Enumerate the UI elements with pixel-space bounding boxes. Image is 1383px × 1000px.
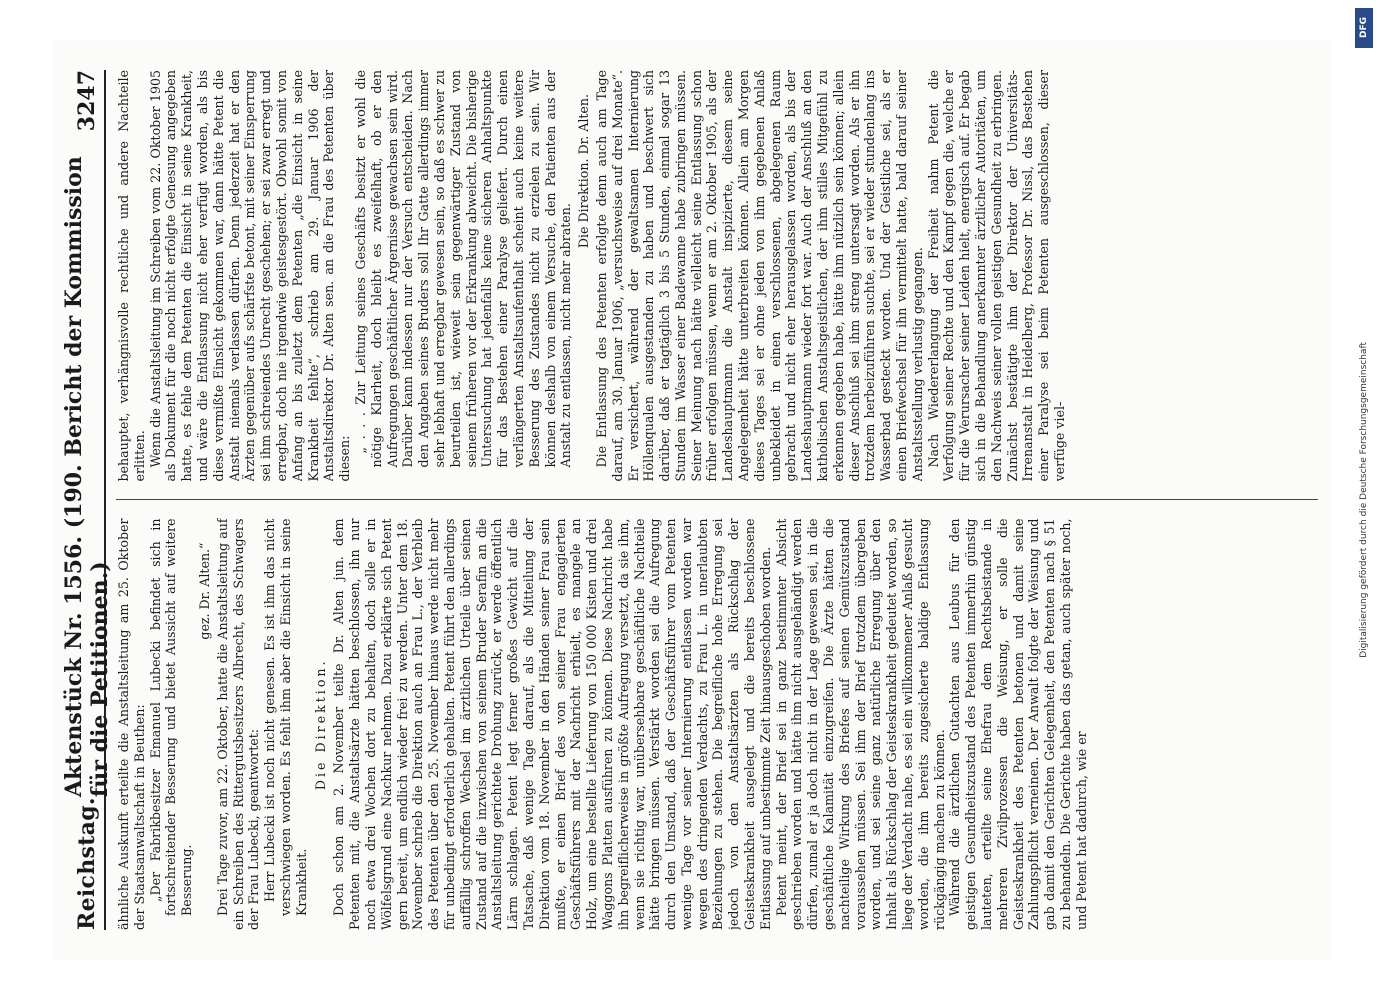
paragraph: Wenn die Anstaltsleitung im Schreiben vom 22. Oktober 1905 als Dokument für die noch nicht erfolgte Genesung angegeben hatte, es fehle dem Petenten die Einsicht in seine Krankheit, und wäre die Entlassung nicht eher verfügt worden, als bis diese vermißte Einsicht gekommen war, dann hätte Petent die Anstalt niemals verlassen dürfen. Denn jederzeit hat er den Ärzten gegenüber aufs schärfste betont, mit seiner Einsperrung sei ihm schreiendes Unrecht geschehen; er sei zwar erregt und erregbar, doch nie irgendwie geistesgestört. Obwohl somit von Anfang an bis zuletzt dem Petenten „die Einsicht in seine Krankheit fehlte“, schrieb am 29. Januar 1906 der Anstaltsdirektor Dr. Alten sen. an die Frau des Petenten über diesen:: [147, 70, 352, 482]
column-divider: [116, 500, 1318, 501]
text-columns: [116, 70, 1318, 930]
paragraph: Doch schon am 2. November teilte Dr. Alten jun. dem Petenten mit, die Anstaltsärzte hätten beschlossen, ihn nur noch etwa drei Wochen dort zu behalten, doch solle er in Wölfelsgrund eine Nachkur nehmen. Dazu erklärte sich Petent gern bereit, um endlich wieder frei zu werden. Unter dem 18. November schrieb die Direktion auch an Frau L., der Verbleib des Petenten über den 25. November hinaus werde nicht mehr für unbedingt erforderlich gehalten. Petent führt den allerdings auffällig schroffen Wechsel im ärztlichen Urteile über seinen Zustand auf die inzwischen von seinem Bruder Serafin an die Anstaltsleitung gerichtete Drohung zurück, er werde öffentlich Lärm schlagen. Petent legt ferner großes Gewicht auf die Tatsache, daß wenige Tage darauf, als die Mitteilung der Direktion vom 18. November in den Händen seiner Frau sein mußte, er einen Brief des von seiner Frau engagierten Geschäftsführers mit der Nachricht erhielt, es mangele an Holz, um eine bestellte Lieferung von 150 000 Kisten und drei Waggons Platten ausführen zu können. Diese Nachricht habe ihn begreiflicherweise in größte Aufregung versetzt, da sie ihm, wenn sie richtig war, unübersehbare geschäftliche Nachteile hätte bringen müssen. Verstärkt worden sei die Aufregung durch den Umstand, daß der Geschäftsführer vom Petenten wenige Tage vor seiner Internierung entlassen worden war wegen des dringenden Verdachts, zu Frau L. in unerlaubten Beziehungen zu stehen. Die begreifliche hohe Erregung sei jedoch von den Anstaltsärzten als Rückschlag der Geisteskrankheit ausgelegt und die bereits beschlossene Entlassung auf unbestimmte Zeit hinausgeschoben worden.: [330, 518, 773, 930]
header-reichstag: Reichstag.: [73, 797, 100, 930]
page-header: [60, 70, 113, 930]
digitization-note-text: Digitalisierung gefördert durch die Deutsche Forschungsgemeinschaft: [1359, 342, 1369, 658]
paragraph: „Der Fabrikbesitzer Emanuel Lubecki befindet sich in fortschreitender Besserung und bietet Aussicht auf weitere Besserung.: [147, 518, 194, 916]
paragraph: Drei Tage zuvor, am 22. Oktober, hatte die Anstaltsleitung auf ein Schreiben des Rittergutsbesitzers Albrecht, des Schwagers der Frau Lubecki, geantwortet:: [214, 518, 261, 930]
column-left: [116, 519, 1318, 931]
header-title: Aktenstück Nr. 1556. (190. Bericht der Kommission für die Petitionen.): [60, 156, 113, 798]
paragraph: Herr Lubecki ist noch nicht genesen. Es ist ihm das nicht verschwiegen worden. Es fehlt ihm aber die Einsicht in seine Krankheit.: [261, 518, 309, 916]
page-number: 3247: [73, 70, 100, 132]
paragraph: ähnliche Auskunft erteilte die Anstaltsleitung am 25. Oktober der Staatsanwaltschaft in Beuthen:: [115, 518, 147, 930]
paragraph: Während die ärztlichen Gutachten aus Leubus für den geistigen Gesundheitszustand des Petenten immerhin günstig lauteten, erteilte seine Ehefrau dem Rechtsbeistande in mehreren Zivilprozessen die Weisung, er solle die Geisteskrankheit des Petenten betonen und damit seine Zahlungspflicht verneinen. Der Anwalt folgte der Weisung und gab damit den Gerichten Gelegenheit, den Petenten nach § 51 zu behandeln. Die Gerichte haben das getan, auch später noch, und Petent hat dadurch, wie er: [946, 518, 1089, 930]
paragraph: Petent meint, der Brief sei in ganz bestimmter Absicht geschrieben worden und hätte ihm nicht ausgehändigt werden dürfen, zumal er ja doch nicht in der Lage gewesen sei, in die geschäftliche Kalamität einzugreifen. Die Ärzte hätten die nachteilige Wirkung des Briefes auf seinen Gemütszustand voraussehen müssen. Sei ihm der Brief trotzdem übergeben worden, und sei seine ganz natürliche Erregung über den Inhalt als Rückschlag der Geisteskrankheit gedeutet worden, so liege der Verdacht nahe, es sei ein willkommener Anlaß gesucht worden, die ihm bereits zugesicherte baldige Entlassung rückgängig machen zu können.: [773, 518, 947, 930]
paragraph: Nach Wiedererlangung der Freiheit nahm Petent die Verfolgung seiner Rechte und den Kampf gegen die, welche er für die Verursacher seiner Leiden hielt, energisch auf. Er begab sich in die Behandlung anerkannter ärztlicher Autoritäten, um den Nachweis seiner vollen geistigen Gesundheit zu erbringen. Zunächst bestätigte ihm der Direktor der Universitäts-Irrenanstalt in Heidelberg, Professor Dr. Nissl, das Bestehen einer Paralyse sei beim Petenten ausgeschlossen, dieser verfüge viel-: [925, 70, 1067, 482]
paragraph: „ . . . Zur Leitung seines Geschäfts besitzt er wohl die nötige Klarheit, doch bleibt es zweifelhaft, ob er den Aufregungen geschäftlicher Ärgernisse gewachsen sein wird. Darüber kann indessen nur der Versuch entscheiden. Nach den Angaben seines Bruders soll Ihr Gatte allerdings immer sehr lebhaft und erregbar gewesen sein, so daß es schwer zu beurteilen ist, wieweit sein gegenwärtiger Zustand von seinem früheren vor der Erkrankung abweicht. Die bisherige Untersuchung hat jedenfalls keine sicheren Anhaltspunkte für das Bestehen einer Paralyse geliefert. Durch einen verlängerten Anstaltsaufenthalt scheint auch keine weitere Besserung des Zustandes nicht zu erzielen zu sein. Wir können deshalb von einem Versuche, den Patienten aus der Anstalt zu entlassen, nicht mehr abraten.: [352, 70, 573, 468]
paragraph: behauptet, verhängnisvolle rechtliche und andere Nachteile erlitten.: [115, 70, 147, 482]
column-right: [116, 70, 1318, 482]
digitization-note: [1353, 0, 1375, 1000]
document-page: [52, 40, 1332, 960]
signature-line: gez. Dr. Alten.“: [196, 542, 212, 640]
signature-line: Die Direktion. Dr. Alten.: [575, 94, 591, 249]
dfg-logo: DFG: [1355, 8, 1373, 48]
paragraph: Die Entlassung des Petenten erfolgte denn auch am Tage darauf, am 30. Januar 1906, „versuchsweise auf drei Monate“. Er versichert, während der gewaltsamen Internierung Höllenqualen ausgestanden zu haben und beschwert sich darüber, daß er tagtäglich 3 bis 5 Stunden, einmal sogar 13 Stunden im Wasser einer Badewanne habe zubringen müssen. Seiner Meinung nach hätte vielleicht seine Entlassung schon früher erfolgen müssen, wenn er am 2. Oktober 1905, als der Landeshauptmann die Anstalt inspizierte, diesem seine Angelegenheit hätte unterbreiten können. Allein am Morgen dieses Tages sei er ohne jeden von ihm gegebenen Anlaß unbekleidet in einen verschlossenen, abgelegenen Raum gebracht und nicht eher herausgelassen worden, als bis der Landeshauptmann wieder fort war. Auch der Anschluß an den katholischen Anstaltsgeistlichen, der ihm stilles Mitgefühl zu erkennen gegeben habe, hätte ihm nützlich sein können; allein dieser Anschluß sei ihm streng untersagt worden. Als er ihn trotzdem herbeizuführen suchte, sei er wieder stundenlang ins Wasserbad gesteckt worden. Und der Geistliche sei, als er einen Briefwechsel für ihn vermittelt hatte, bald darauf seiner Anstaltsstellung verlustig gegangen.: [593, 70, 925, 482]
signature-heading: Die Direktion.: [312, 658, 328, 791]
